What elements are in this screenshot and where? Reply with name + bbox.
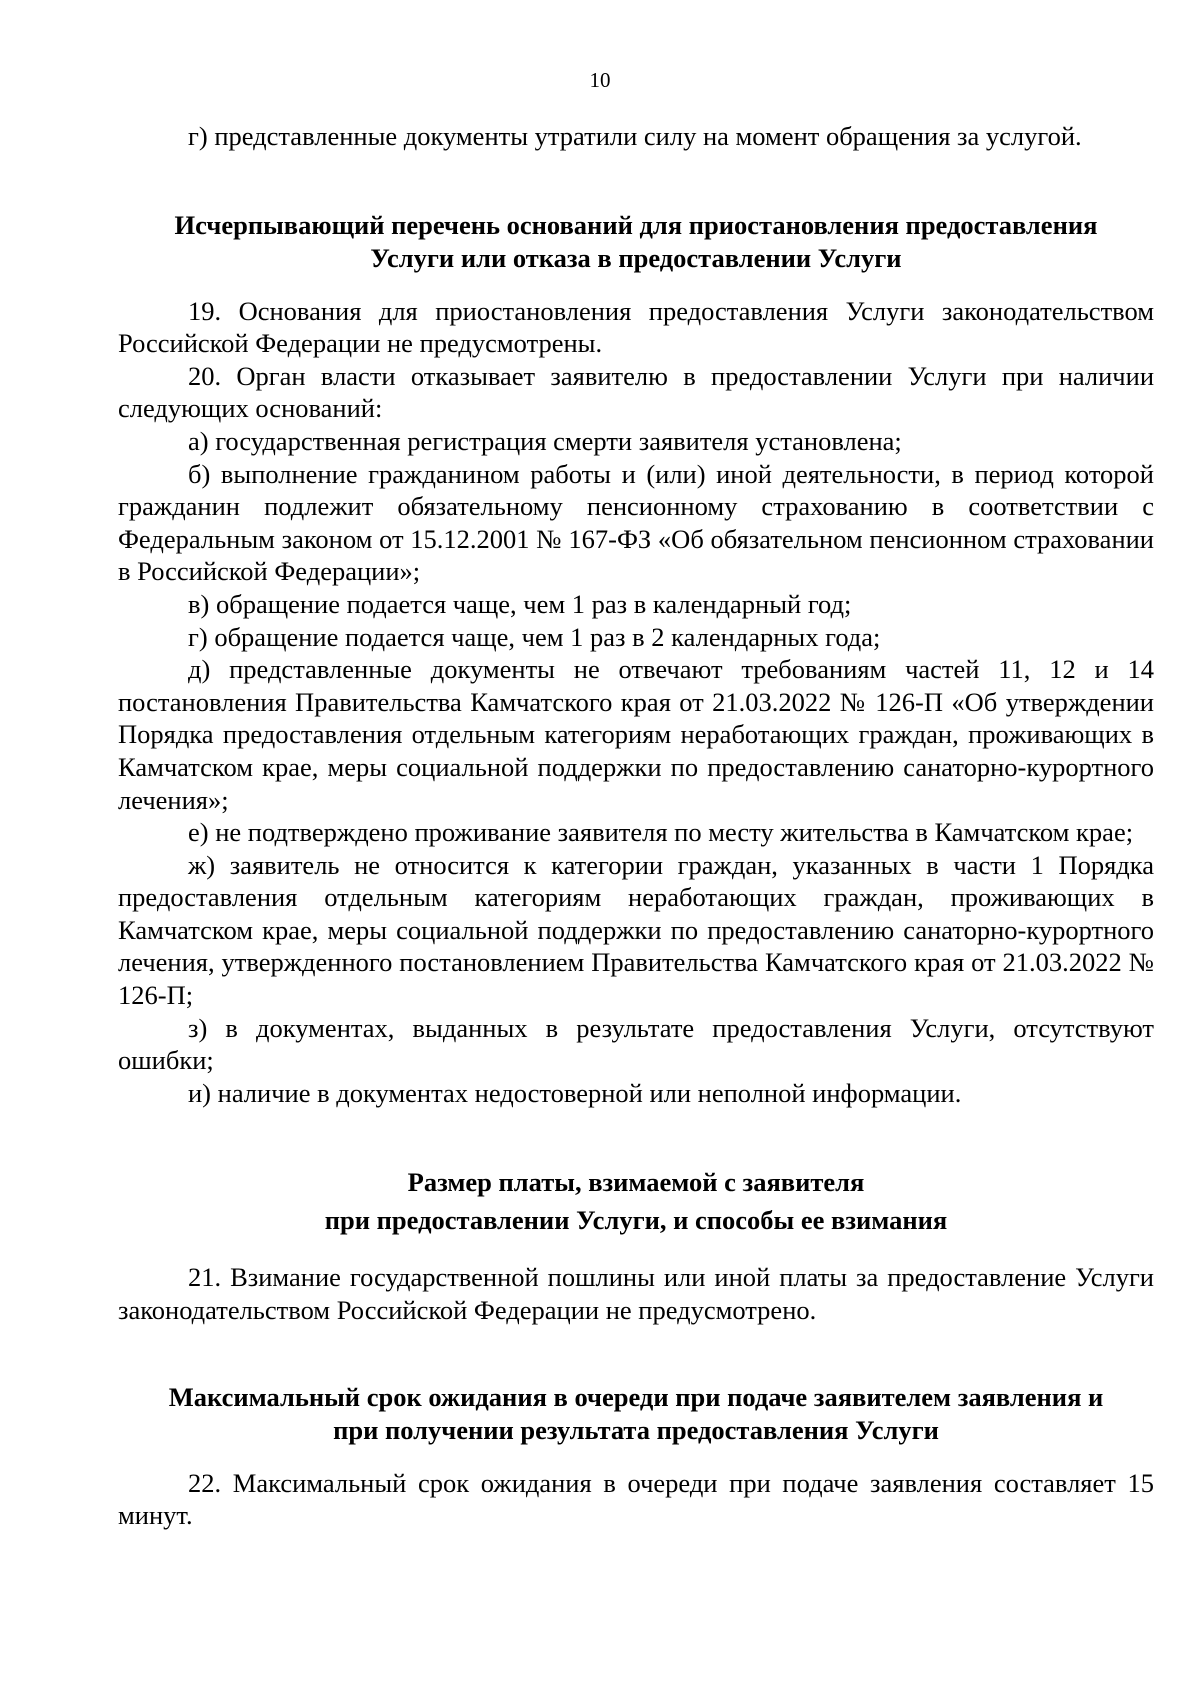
heading-line: Услуги или отказа в предоставлении Услуги	[370, 242, 902, 273]
section-heading-refusal	[118, 209, 1154, 275]
list-item-b: б) выполнение гражданином работы и (или) иной деятельности, в период которой гражданин подлежит обязательному пенсионному страхованию в соответствии с Федеральным законом от 15.12.2001 № 167-ФЗ «Об обязательном пенсионном страховании в Российской Федерации»;	[118, 458, 1154, 587]
list-item-g: г) обращение подается чаще, чем 1 раз в 2 календарных года;	[188, 621, 881, 652]
page-number: 10	[589, 68, 611, 92]
list-item-a: а) государственная регистрация смерти заявителя установлена;	[188, 425, 902, 456]
list-item-v: в) обращение подается чаще, чем 1 раз в календарный год;	[188, 588, 852, 619]
heading-line: Максимальный срок ожидания в очереди при подаче заявителем заявления и	[168, 1381, 1104, 1412]
heading-line: при предоставлении Услуги, и способы ее взимания	[324, 1205, 948, 1236]
list-item-i: и) наличие в документах недостоверной или неполной информации.	[188, 1077, 962, 1108]
list-item-z: з) в документах, выданных в результате предоставления Услуги, отсутствуют ошибки;	[118, 1012, 1154, 1076]
section-heading-fee	[118, 1163, 1154, 1239]
list-item-d: д) представленные документы не отвечают требованиям частей 11, 12 и 14 постановления Правительства Камчатского края от 21.03.2022 № 126-П «Об утверждении Порядка предоставления отдельным категориям неработающих граждан, проживающих в Камчатском крае, меры социальной поддержки по предоставлению санаторно-курортного лечения»;	[118, 654, 1154, 815]
list-item-zh: ж) заявитель не относится к категории граждан, указанных в части 1 Порядка предоставления отдельным категориям неработающих граждан, проживающих в Камчатском крае, меры социальной поддержки по предоставлению санаторно-курортного лечения, утвержденного постановлением Правительства Камчатского края от 21.03.2022 № 126-П;	[118, 849, 1154, 1011]
heading-line: при получении результата предоставления Услуги	[333, 1414, 939, 1445]
list-item-e: е) не подтверждено проживание заявителя по месту жительства в Камчатском крае;	[188, 817, 1134, 848]
paragraph-21: 21. Взимание государственной пошлины или иной платы за предоставление Услуги законодательством Российской Федерации не предусмотрено.	[118, 1262, 1154, 1326]
section-heading-queue	[118, 1381, 1154, 1447]
document-body	[118, 120, 1154, 1532]
paragraph-19: 19. Основания для приостановления предоставления Услуги законодательством Российской Федерации не предусмотрены.	[118, 295, 1154, 359]
paragraph-22: 22. Максимальный срок ожидания в очереди при подаче заявления составляет 15 минут.	[118, 1467, 1154, 1531]
paragraph-20: 20. Орган власти отказывает заявителю в предоставлении Услуги при наличии следующих оснований:	[118, 360, 1154, 424]
paragraph-item-g-intro: г) представленные документы утратили силу на момент обращения за услугой.	[188, 121, 1082, 151]
heading-line: Исчерпывающий перечень оснований для приостановления предоставления	[174, 209, 1098, 240]
heading-line: Размер платы, взимаемой с заявителя	[407, 1167, 865, 1198]
